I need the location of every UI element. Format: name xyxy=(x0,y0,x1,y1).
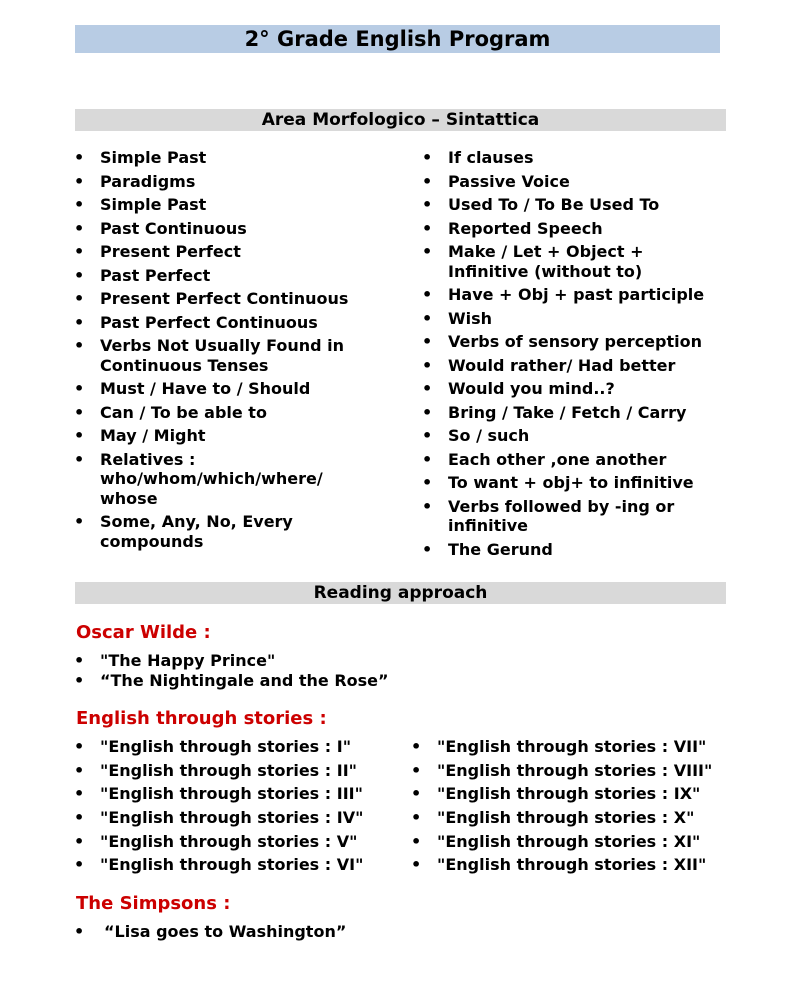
list-item: • Past Perfect Continuous xyxy=(74,313,374,333)
list-item: • "The Happy Prince" xyxy=(74,651,474,671)
list-item: • Verbs of sensory perception xyxy=(422,332,722,352)
simpsons-list xyxy=(74,922,474,942)
list-item: • "English through stories : VIII" xyxy=(411,761,741,781)
list-item: • Can / To be able to xyxy=(74,403,374,423)
list-item: • "English through stories : II" xyxy=(74,761,394,781)
list-item: • To want + obj+ to infinitive xyxy=(422,473,722,493)
list-item: • "English through stories : VII" xyxy=(411,737,741,757)
list-item: • Present Perfect Continuous xyxy=(74,289,374,309)
list-item: • Present Perfect xyxy=(74,242,374,262)
list-item: • Would you mind..? xyxy=(422,379,722,399)
area-heading: Area Morfologico – Sintattica xyxy=(75,109,726,131)
list-item: • May / Might xyxy=(74,426,374,446)
stories-list-left xyxy=(74,737,394,879)
list-item: • The Gerund xyxy=(422,540,722,560)
list-item: • Used To / To Be Used To xyxy=(422,195,722,215)
list-item: • If clauses xyxy=(422,148,722,168)
grammar-list-right xyxy=(422,148,722,563)
list-item: • Make / Let + Object + Infinitive (without to) xyxy=(422,242,722,281)
list-item: • "English through stories : IV" xyxy=(74,808,394,828)
list-item: • Each other ,one another xyxy=(422,450,722,470)
list-item: • Have + Obj + past participle xyxy=(422,285,722,305)
reading-heading: Reading approach xyxy=(75,582,726,604)
list-item: • "English through stories : X" xyxy=(411,808,741,828)
list-item: • "English through stories : VI" xyxy=(74,855,394,875)
list-item: • Verbs followed by -ing or infinitive xyxy=(422,497,722,536)
list-item: • Some, Any, No, Every compounds xyxy=(74,512,374,551)
page-title: 2° Grade English Program xyxy=(75,25,720,53)
list-item: • Verbs Not Usually Found in Continuous Tenses xyxy=(74,336,374,375)
grammar-list-left xyxy=(74,148,374,555)
list-item: • Past Perfect xyxy=(74,266,374,286)
list-item: • Passive Voice xyxy=(422,172,722,192)
list-item: • "English through stories : XI" xyxy=(411,832,741,852)
list-item: • "English through stories : XII" xyxy=(411,855,741,875)
list-item: • Must / Have to / Should xyxy=(74,379,374,399)
list-item: • Past Continuous xyxy=(74,219,374,239)
list-item: • Relatives : who/whom/which/where/ whose xyxy=(74,450,374,509)
list-item: • Simple Past xyxy=(74,148,374,168)
simpsons-heading: The Simpsons : xyxy=(76,893,231,914)
oscar-wilde-list xyxy=(74,651,474,691)
list-item: • Reported Speech xyxy=(422,219,722,239)
oscar-wilde-heading: Oscar Wilde : xyxy=(76,622,211,643)
list-item: • Would rather/ Had better xyxy=(422,356,722,376)
list-item: • Simple Past xyxy=(74,195,374,215)
list-item: • "English through stories : III" xyxy=(74,784,394,804)
list-item: • "English through stories : I" xyxy=(74,737,394,757)
list-item: • “The Nightingale and the Rose” xyxy=(74,671,474,691)
list-item: • Bring / Take / Fetch / Carry xyxy=(422,403,722,423)
list-item: • “Lisa goes to Washington” xyxy=(74,922,474,942)
list-item: • Paradigms xyxy=(74,172,374,192)
list-item: • So / such xyxy=(422,426,722,446)
stories-list-right xyxy=(411,737,741,879)
english-stories-heading: English through stories : xyxy=(76,708,327,729)
list-item: • "English through stories : V" xyxy=(74,832,394,852)
list-item: • Wish xyxy=(422,309,722,329)
list-item: • "English through stories : IX" xyxy=(411,784,741,804)
